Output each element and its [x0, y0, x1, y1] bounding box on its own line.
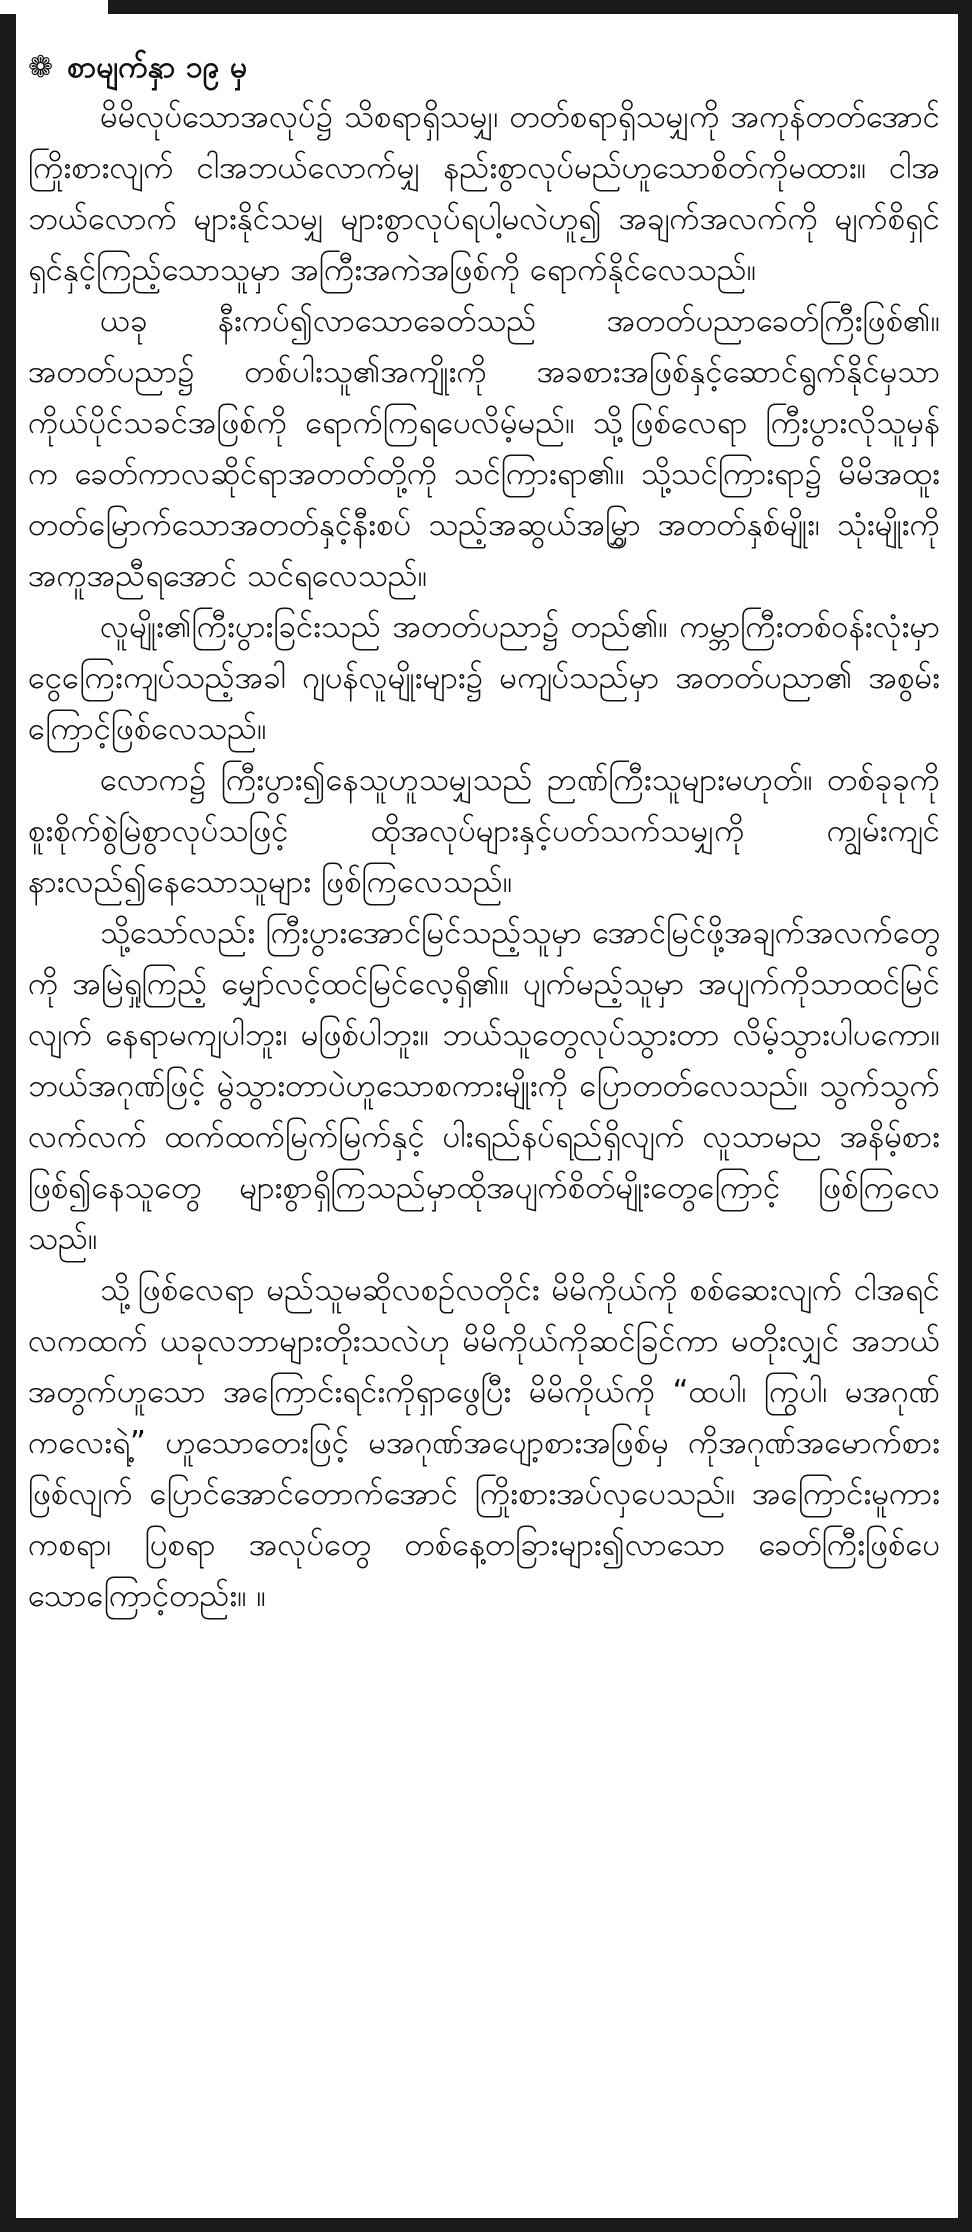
border-notch	[0, 0, 108, 14]
flower-icon: ❁	[28, 50, 54, 85]
continuation-heading	[28, 48, 940, 88]
paragraph-2: ယခု နီးကပ်၍လာသောခေတ်သည် အတတ်ပညာခေတ်ကြီးဖြစ်၏။ အတတ်ပညာ၌ တစ်ပါးသူ၏အကျိုးကို အခစားအဖြစ်နှင့်ဆောင်ရွက်နိုင်မှသာ ကိုယ်ပိုင်သခင်အဖြစ်ကို ရောက်ကြရပေလိမ့်မည်။ သို့ဖြစ်လေရာ ကြီးပွားလိုသူမှန်က ခေတ်ကာလဆိုင်ရာအတတ်တို့ကို သင်ကြားရာ၏။ သို့သင်ကြားရာ၌ မိမိအထူးတတ်မြောက်သောအတတ်နှင့်နီးစပ် သည့်အဆွယ်အမြွှာ အတတ်နှစ်မျိုး၊ သုံးမျိုးကို အကူအညီရအောင် သင်ရလေသည်။	[28, 303, 940, 594]
paragraph-3: လူမျိုး၏ကြီးပွားခြင်းသည် အတတ်ပညာ၌ တည်၏။ ကမ္ဘာကြီးတစ်ဝန်းလုံးမှာ ငွေကြေးကျပ်သည့်အခါ ဂျပန်လူမျိုးများ၌ မကျပ်သည်မှာ အတတ်ပညာ၏ အစွမ်းကြောင့်ဖြစ်လေသည်။	[28, 609, 940, 747]
continuation-heading-text: စာမျက်နှာ ၁၉ မှ	[67, 50, 248, 85]
paragraph-5: သို့သော်လည်း ကြီးပွားအောင်မြင်သည့်သူမှာ အောင်မြင်ဖို့အချက်အလက်တွေကို အမြဲရှုကြည့် မျှော်လင့်ထင်မြင်လေ့ရှိ၏။ ပျက်မည့်သူမှာ အပျက်ကိုသာထင်မြင်လျက် နေရာမကျပါဘူး၊ မဖြစ်ပါဘူး။ ဘယ်သူတွေလုပ်သွားတာ လိမ့်သွားပါပကော။ ဘယ်အဂုဏ်ဖြင့် မွဲသွားတာပဲဟူသောစကားမျိုးကို ပြောတတ်လေသည်။ သွက်သွက်လက်လက် ထက်ထက်မြက်မြက်နှင့် ပါးရည်နပ်ရည်ရှိလျက် လူသာမည အနိမ့်စားဖြစ်၍နေသူတွေ များစွာရှိကြသည်မှာထိုအပျက်စိတ်မျိုးတွေကြောင့် ဖြစ်ကြလေသည်။	[28, 915, 940, 1257]
paragraph-1: မိမိလုပ်သောအလုပ်၌ သိစရာရှိသမျှ၊ တတ်စရာရှိသမျှကို အကုန်တတ်အောင် ကြိုးစားလျက် ငါအဘယ်လောက်မျှ နည်းစွာလုပ်မည်ဟူသောစိတ်ကိုမထား။ ငါအဘယ်လောက် များနိုင်သမျှ များစွာလုပ်ရပါ့မလဲဟူ၍ အချက်အလက်ကို မျက်စိရှင်ရှင်နှင့်ကြည့်သောသူမှာ အကြီးအကဲအဖြစ်ကို ရောက်နိုင်လေသည်။	[28, 99, 940, 288]
article-body	[28, 48, 940, 1622]
paragraph-6: သို့ဖြစ်လေရာ မည်သူမဆိုလစဉ်လတိုင်း မိမိကိုယ်ကို စစ်ဆေးလျက် ငါအရင်လကထက် ယခုလဘာများတိုးသလဲဟု မိမိကိုယ်ကိုဆင်ခြင်ကာ မတိုးလျှင် အဘယ်အတွက်ဟူသော အကြောင်းရင်းကိုရှာဖွေပြီး မိမိကိုယ်ကို “ထပါ၊ ကြွပါ၊ မအဂုဏ်ကလေးရဲ့” ဟူသောတေးဖြင့် မအဂုဏ်အပျော့စားအဖြစ်မှ ကိုအဂုဏ်အမောက်စားဖြစ်လျက် ပြောင်အောင်တောက်အောင် ကြိုးစားအပ်လှပေသည်။ အကြောင်းမူကား ကစရာ၊ ပြစရာ အလုပ်တွေ တစ်နေ့တခြားများ၍လာသော ခေတ်ကြီးဖြစ်ပေသောကြောင့်တည်း။ ။	[28, 1272, 940, 1614]
paragraph-4: လောက၌ ကြီးပွား၍နေသူဟူသမျှသည် ဉာဏ်ကြီးသူများမဟုတ်။ တစ်ခုခုကို စူးစိုက်စွဲမြဲစွာလုပ်သဖြင့် ထိုအလုပ်များနှင့်ပတ်သက်သမျှကို ကျွမ်းကျင်နားလည်၍နေသောသူများ ဖြစ်ကြလေသည်။	[28, 762, 940, 900]
